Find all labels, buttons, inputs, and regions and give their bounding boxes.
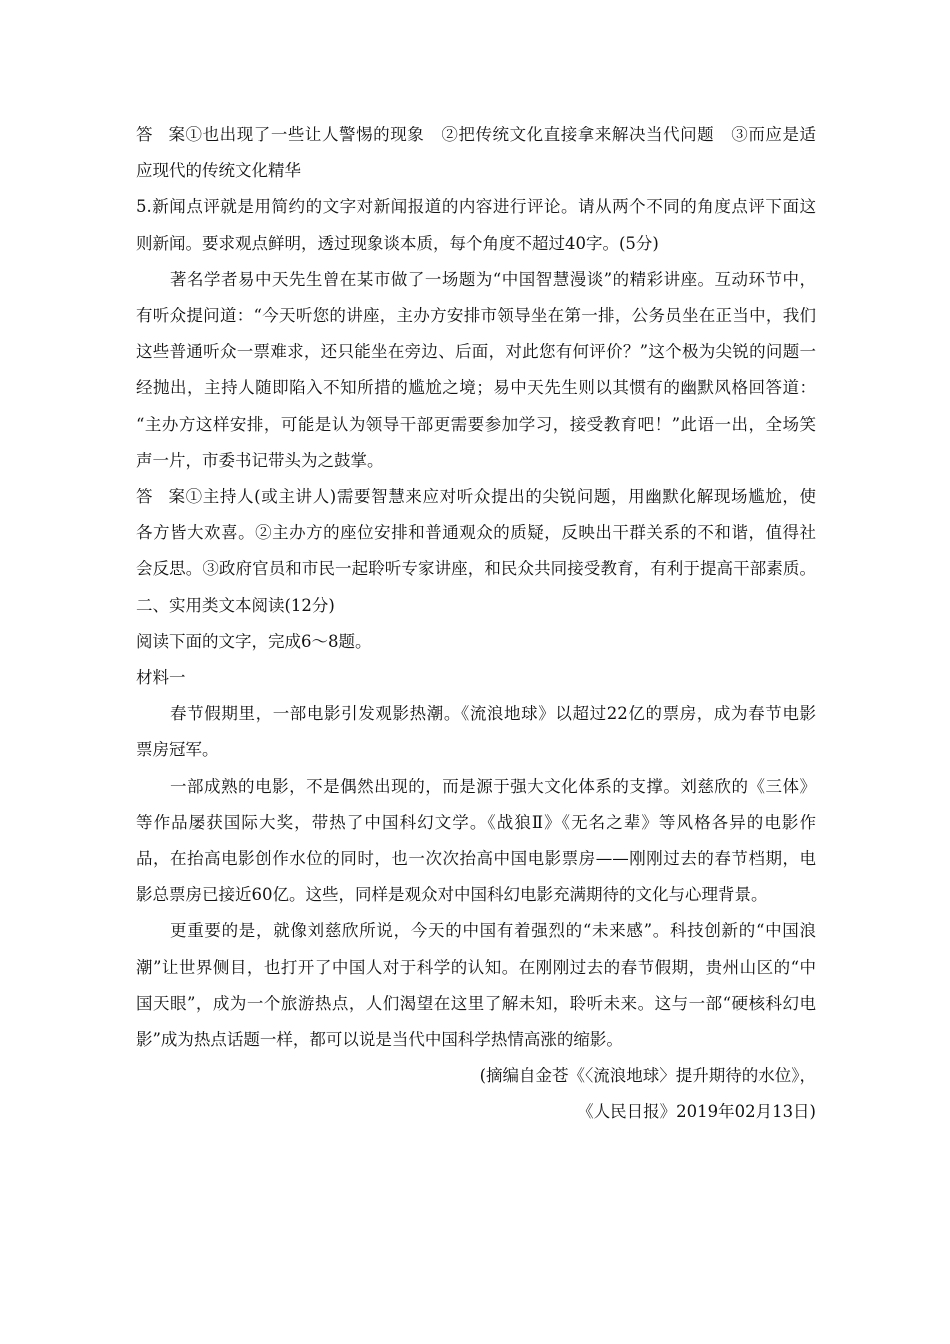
answer-label: 答案: [136, 125, 185, 144]
section-instruction: 阅读下面的文字，完成6～8题。: [136, 631, 372, 651]
paragraph-line: 等作品屡获国际大奖，带热了中国科幻文学。《战狼Ⅱ》《无名之辈》等风格各异的电影作: [136, 812, 816, 832]
answer-label: 答案: [136, 487, 185, 507]
paragraph-line: 影”成为热点话题一样，都可以说是当代中国科学热情高涨的缩影。: [136, 1030, 623, 1050]
answer-line: 答案①主持人(或主讲人)需要智慧来应对听众提出的尖锐问题，用幽默化解现场尴尬，使: [136, 479, 816, 515]
paragraph-line: 票房冠军。: [136, 740, 219, 760]
answer-line: 会反思。③政府官员和市民一起聆听专家讲座，和民众共同接受教育，有利于提高干部素质。: [136, 559, 816, 579]
section-heading: 二、实用类文本阅读(12分): [136, 595, 335, 615]
source-line-2: 《人民日报》2019年02月13日): [577, 1102, 816, 1122]
paragraph-line: 品，在抬高电影创作水位的同时，也一次次抬高中国电影票房——刚刚过去的春节档期，电: [136, 849, 816, 869]
document-page: [136, 117, 816, 1131]
question-line: 则新闻。要求观点鲜明，透过现象谈本质，每个角度不超过40字。(5分): [136, 233, 659, 253]
answer-line: 各方皆大欢喜。②主办方的座位安排和普通观众的质疑，反映出干群关系的不和谐，值得社: [136, 523, 816, 543]
news-line: 经抛出，主持人随即陷入不知所措的尴尬之境；易中天先生则以其惯有的幽默风格回答道：: [136, 378, 816, 398]
question-5: [136, 189, 816, 261]
news-line: 这些普通听众一票难求，还只能坐在旁边、后面，对此您有何评价？”这个极为尖锐的问题一: [136, 342, 816, 362]
answer-line: 答案①也出现了一些让人警惕的现象 ②把传统文化直接拿来解决当代问题 ③而应是适: [136, 117, 816, 153]
paragraph-line: 潮”让世界侧目，也打开了中国人对于科学的认知。在刚刚过去的春节假期，贵州山区的“中: [136, 957, 816, 977]
answer-block-1: [136, 117, 816, 189]
paragraph-line: 一部成熟的电影，不是偶然出现的，而是源于强大文化体系的支撑。刘慈欣的《三体》: [170, 776, 816, 796]
material-paragraph-1: [136, 696, 816, 768]
news-line: 著名学者易中天先生曾在某市做了一场题为“中国智慧漫谈”的精彩讲座。互动环节中，: [170, 269, 816, 289]
news-line: 有听众提问道：“今天听您的讲座，主办方安排市领导坐在第一排，公务员坐在正当中，我们: [136, 306, 816, 326]
source-line-1: (摘编自金苍《〈流浪地球〉提升期待的水位》，: [479, 1066, 816, 1086]
material-paragraph-2: [136, 769, 816, 914]
source-citation: [136, 1058, 816, 1130]
paragraph-line: 更重要的是，就像刘慈欣所说，今天的中国有着强烈的“未来感”。科技创新的“中国浪: [170, 921, 816, 941]
question-line: 5.新闻点评就是用简约的文字对新闻报道的内容进行评论。请从两个不同的角度点评下面这: [136, 197, 816, 217]
news-passage: [136, 262, 816, 479]
paragraph-line: 影总票房已接近60亿。这些，同样是观众对中国科幻电影充满期待的文化与心理背景。: [136, 885, 768, 905]
news-line: “主办方这样安排，可能是认为领导干部更需要参加学习，接受教育吧！”此语一出，全场笑: [136, 414, 816, 434]
answer-block-5: [136, 479, 816, 588]
material-title: 材料一: [136, 668, 186, 688]
paragraph-line: 国天眼”，成为一个旅游热点，人们渴望在这里了解未知，聆听未来。这与一部“硬核科幻电: [136, 993, 816, 1013]
paragraph-line: 春节假期里，一部电影引发观影热潮。《流浪地球》以超过22亿的票房，成为春节电影: [170, 704, 816, 724]
material-paragraph-3: [136, 913, 816, 1058]
answer-line: 应现代的传统文化精华: [136, 161, 301, 181]
news-line: 声一片，市委书记带头为之鼓掌。: [136, 450, 384, 470]
